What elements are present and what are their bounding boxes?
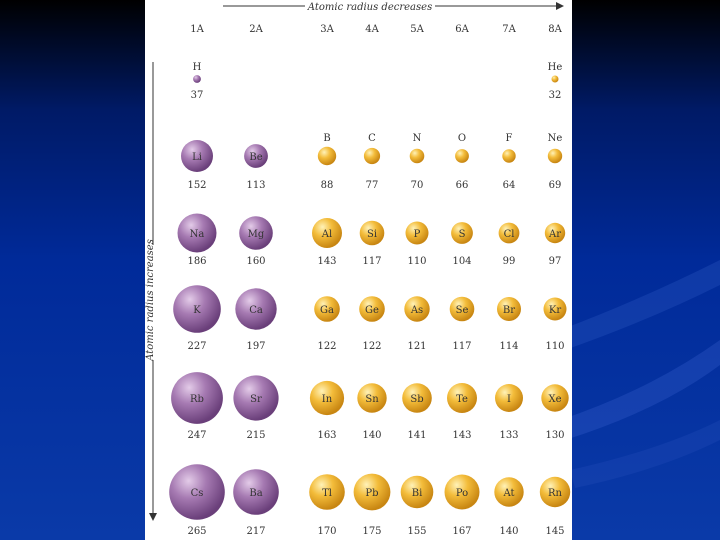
element-symbol: P <box>413 229 421 240</box>
atom-p <box>406 222 429 268</box>
atom-ba <box>233 469 279 537</box>
atom-se <box>450 297 475 352</box>
atom-bi <box>401 476 434 537</box>
group-header-3a: 3A <box>320 24 334 35</box>
radius-value: 114 <box>499 341 519 352</box>
atom-rb <box>171 372 223 441</box>
atom-at <box>494 477 523 537</box>
atom-c <box>364 133 380 191</box>
element-symbol: I <box>507 394 511 405</box>
radius-value: 140 <box>362 430 382 441</box>
element-symbol: Ne <box>547 133 563 144</box>
element-symbol: Mg <box>247 229 265 240</box>
radius-value: 227 <box>187 341 207 352</box>
atom-xe <box>541 384 568 441</box>
atom-tl <box>309 474 345 537</box>
radius-value: 117 <box>362 256 382 267</box>
atom-b <box>318 133 336 191</box>
radius-value: 160 <box>246 256 266 267</box>
atom-po <box>445 475 480 538</box>
atom-br <box>497 297 521 352</box>
atom-as <box>404 296 429 352</box>
radius-value: 143 <box>317 256 337 267</box>
radius-value: 97 <box>548 256 562 267</box>
radius-value: 64 <box>502 180 516 191</box>
radius-value: 170 <box>317 526 337 537</box>
element-symbol: Sn <box>365 394 379 405</box>
radius-value: 70 <box>410 180 424 191</box>
radius-value: 175 <box>362 526 382 537</box>
radius-value: 133 <box>499 430 519 441</box>
element-symbol: Se <box>455 305 469 316</box>
atom-ge <box>359 296 385 352</box>
atom-sphere <box>410 149 425 164</box>
radius-value: 140 <box>499 526 519 537</box>
group-header-7a: 7A <box>502 24 516 35</box>
group-header-8a: 8A <box>548 24 562 35</box>
element-symbol: Na <box>189 229 205 240</box>
atom-si <box>360 221 385 267</box>
element-symbol: Rb <box>190 394 204 405</box>
atom-sphere <box>318 147 336 165</box>
element-symbol: Be <box>249 152 263 163</box>
radius-value: 88 <box>320 180 334 191</box>
element-symbol: C <box>368 133 376 144</box>
radius-value: 247 <box>187 430 207 441</box>
radius-value: 145 <box>545 526 565 537</box>
radius-value: 110 <box>407 256 427 267</box>
radius-value: 99 <box>502 256 516 267</box>
radius-value: 37 <box>190 90 204 101</box>
element-symbol: Pb <box>365 488 379 499</box>
radius-value: 122 <box>317 341 337 352</box>
atom-cs <box>169 464 225 537</box>
atom-be <box>244 144 268 191</box>
radius-value: 130 <box>545 430 565 441</box>
group-header-5a: 5A <box>410 24 424 35</box>
radius-value: 217 <box>246 526 266 537</box>
radius-value: 104 <box>452 256 472 267</box>
radius-value: 167 <box>452 526 472 537</box>
element-symbol: Te <box>456 394 468 405</box>
atoms <box>169 62 570 537</box>
element-symbol: Ga <box>320 305 334 316</box>
element-symbol: K <box>193 305 201 316</box>
group-header-4a: 4A <box>365 24 379 35</box>
radius-value: 197 <box>246 341 266 352</box>
atom-in <box>310 381 344 441</box>
group-headers <box>190 24 562 35</box>
atom-cl <box>499 223 520 267</box>
element-symbol: Xe <box>548 394 562 405</box>
atom-na <box>178 214 217 268</box>
element-symbol: S <box>458 229 466 240</box>
atom-pb <box>354 474 391 537</box>
atomic-radius-diagram <box>145 0 572 540</box>
radius-value: 69 <box>548 180 562 191</box>
atom-sphere <box>455 149 469 163</box>
atom-rn <box>540 477 570 537</box>
atom-al <box>312 218 342 267</box>
element-symbol: Tl <box>322 488 332 499</box>
atom-ne <box>548 133 563 191</box>
atom-kr <box>544 298 567 353</box>
element-symbol: Cs <box>190 488 204 499</box>
atom-sphere <box>193 75 201 83</box>
atom-he <box>548 62 563 101</box>
radius-value: 152 <box>187 180 207 191</box>
radius-value: 77 <box>365 180 379 191</box>
atom-sphere <box>364 148 380 164</box>
atom-f <box>502 133 515 191</box>
radius-value: 32 <box>548 90 562 101</box>
radius-value: 122 <box>362 341 382 352</box>
group-header-1a: 1A <box>190 24 204 35</box>
atom-i <box>495 384 523 441</box>
element-symbol: F <box>505 133 513 144</box>
element-symbol: B <box>323 133 331 144</box>
radius-value: 121 <box>407 341 427 352</box>
radius-value: 141 <box>407 430 427 441</box>
radius-value: 163 <box>317 430 337 441</box>
atom-k <box>173 285 221 352</box>
atom-o <box>455 133 469 191</box>
element-symbol: He <box>547 62 563 73</box>
element-symbol: Ar <box>548 229 562 240</box>
atom-s <box>451 222 473 267</box>
radius-value: 265 <box>187 526 207 537</box>
atom-sphere <box>548 149 562 163</box>
top-axis-label: Atomic radius decreases <box>307 2 433 13</box>
group-header-6a: 6A <box>455 24 469 35</box>
element-symbol: H <box>192 62 202 73</box>
atom-li <box>181 140 213 191</box>
atom-sr <box>233 375 278 441</box>
side-axis-label: Atomic radius increases <box>145 239 156 361</box>
element-symbol: Sr <box>250 394 262 405</box>
element-symbol: Kr <box>548 305 562 316</box>
group-header-2a: 2A <box>249 24 263 35</box>
element-symbol: In <box>321 394 333 405</box>
element-symbol: Si <box>366 229 378 240</box>
atom-n <box>410 133 425 191</box>
radius-value: 117 <box>452 341 472 352</box>
radius-value: 113 <box>246 180 266 191</box>
atom-mg <box>239 216 273 267</box>
atom-sn <box>357 383 386 441</box>
element-symbol: Al <box>321 229 333 240</box>
radius-value: 186 <box>187 256 207 267</box>
atom-ar <box>545 223 565 267</box>
element-symbol: Sb <box>410 394 424 405</box>
element-symbol: N <box>412 133 422 144</box>
element-symbol: As <box>410 305 424 316</box>
atom-h <box>191 62 204 101</box>
atom-sphere <box>552 76 559 83</box>
element-symbol: Po <box>455 488 469 499</box>
element-symbol: Br <box>502 305 516 316</box>
element-symbol: Rn <box>548 488 562 499</box>
atom-sphere <box>502 149 515 162</box>
atom-ca <box>235 288 276 352</box>
element-symbol: Li <box>192 152 202 163</box>
element-symbol: Ca <box>249 305 263 316</box>
element-symbol: Ba <box>249 488 263 499</box>
element-symbol: Ge <box>365 305 379 316</box>
radius-value: 66 <box>455 180 469 191</box>
element-symbol: O <box>457 133 467 144</box>
radius-value: 155 <box>407 526 427 537</box>
atom-te <box>447 383 477 441</box>
atom-ga <box>314 296 340 352</box>
periodic-radius-chart <box>145 0 572 540</box>
radius-value: 143 <box>452 430 472 441</box>
element-symbol: At <box>503 488 515 499</box>
radius-value: 215 <box>246 430 266 441</box>
element-symbol: Cl <box>503 229 515 240</box>
atom-sb <box>402 383 432 441</box>
element-symbol: Bi <box>411 488 423 499</box>
radius-value: 110 <box>545 341 565 352</box>
